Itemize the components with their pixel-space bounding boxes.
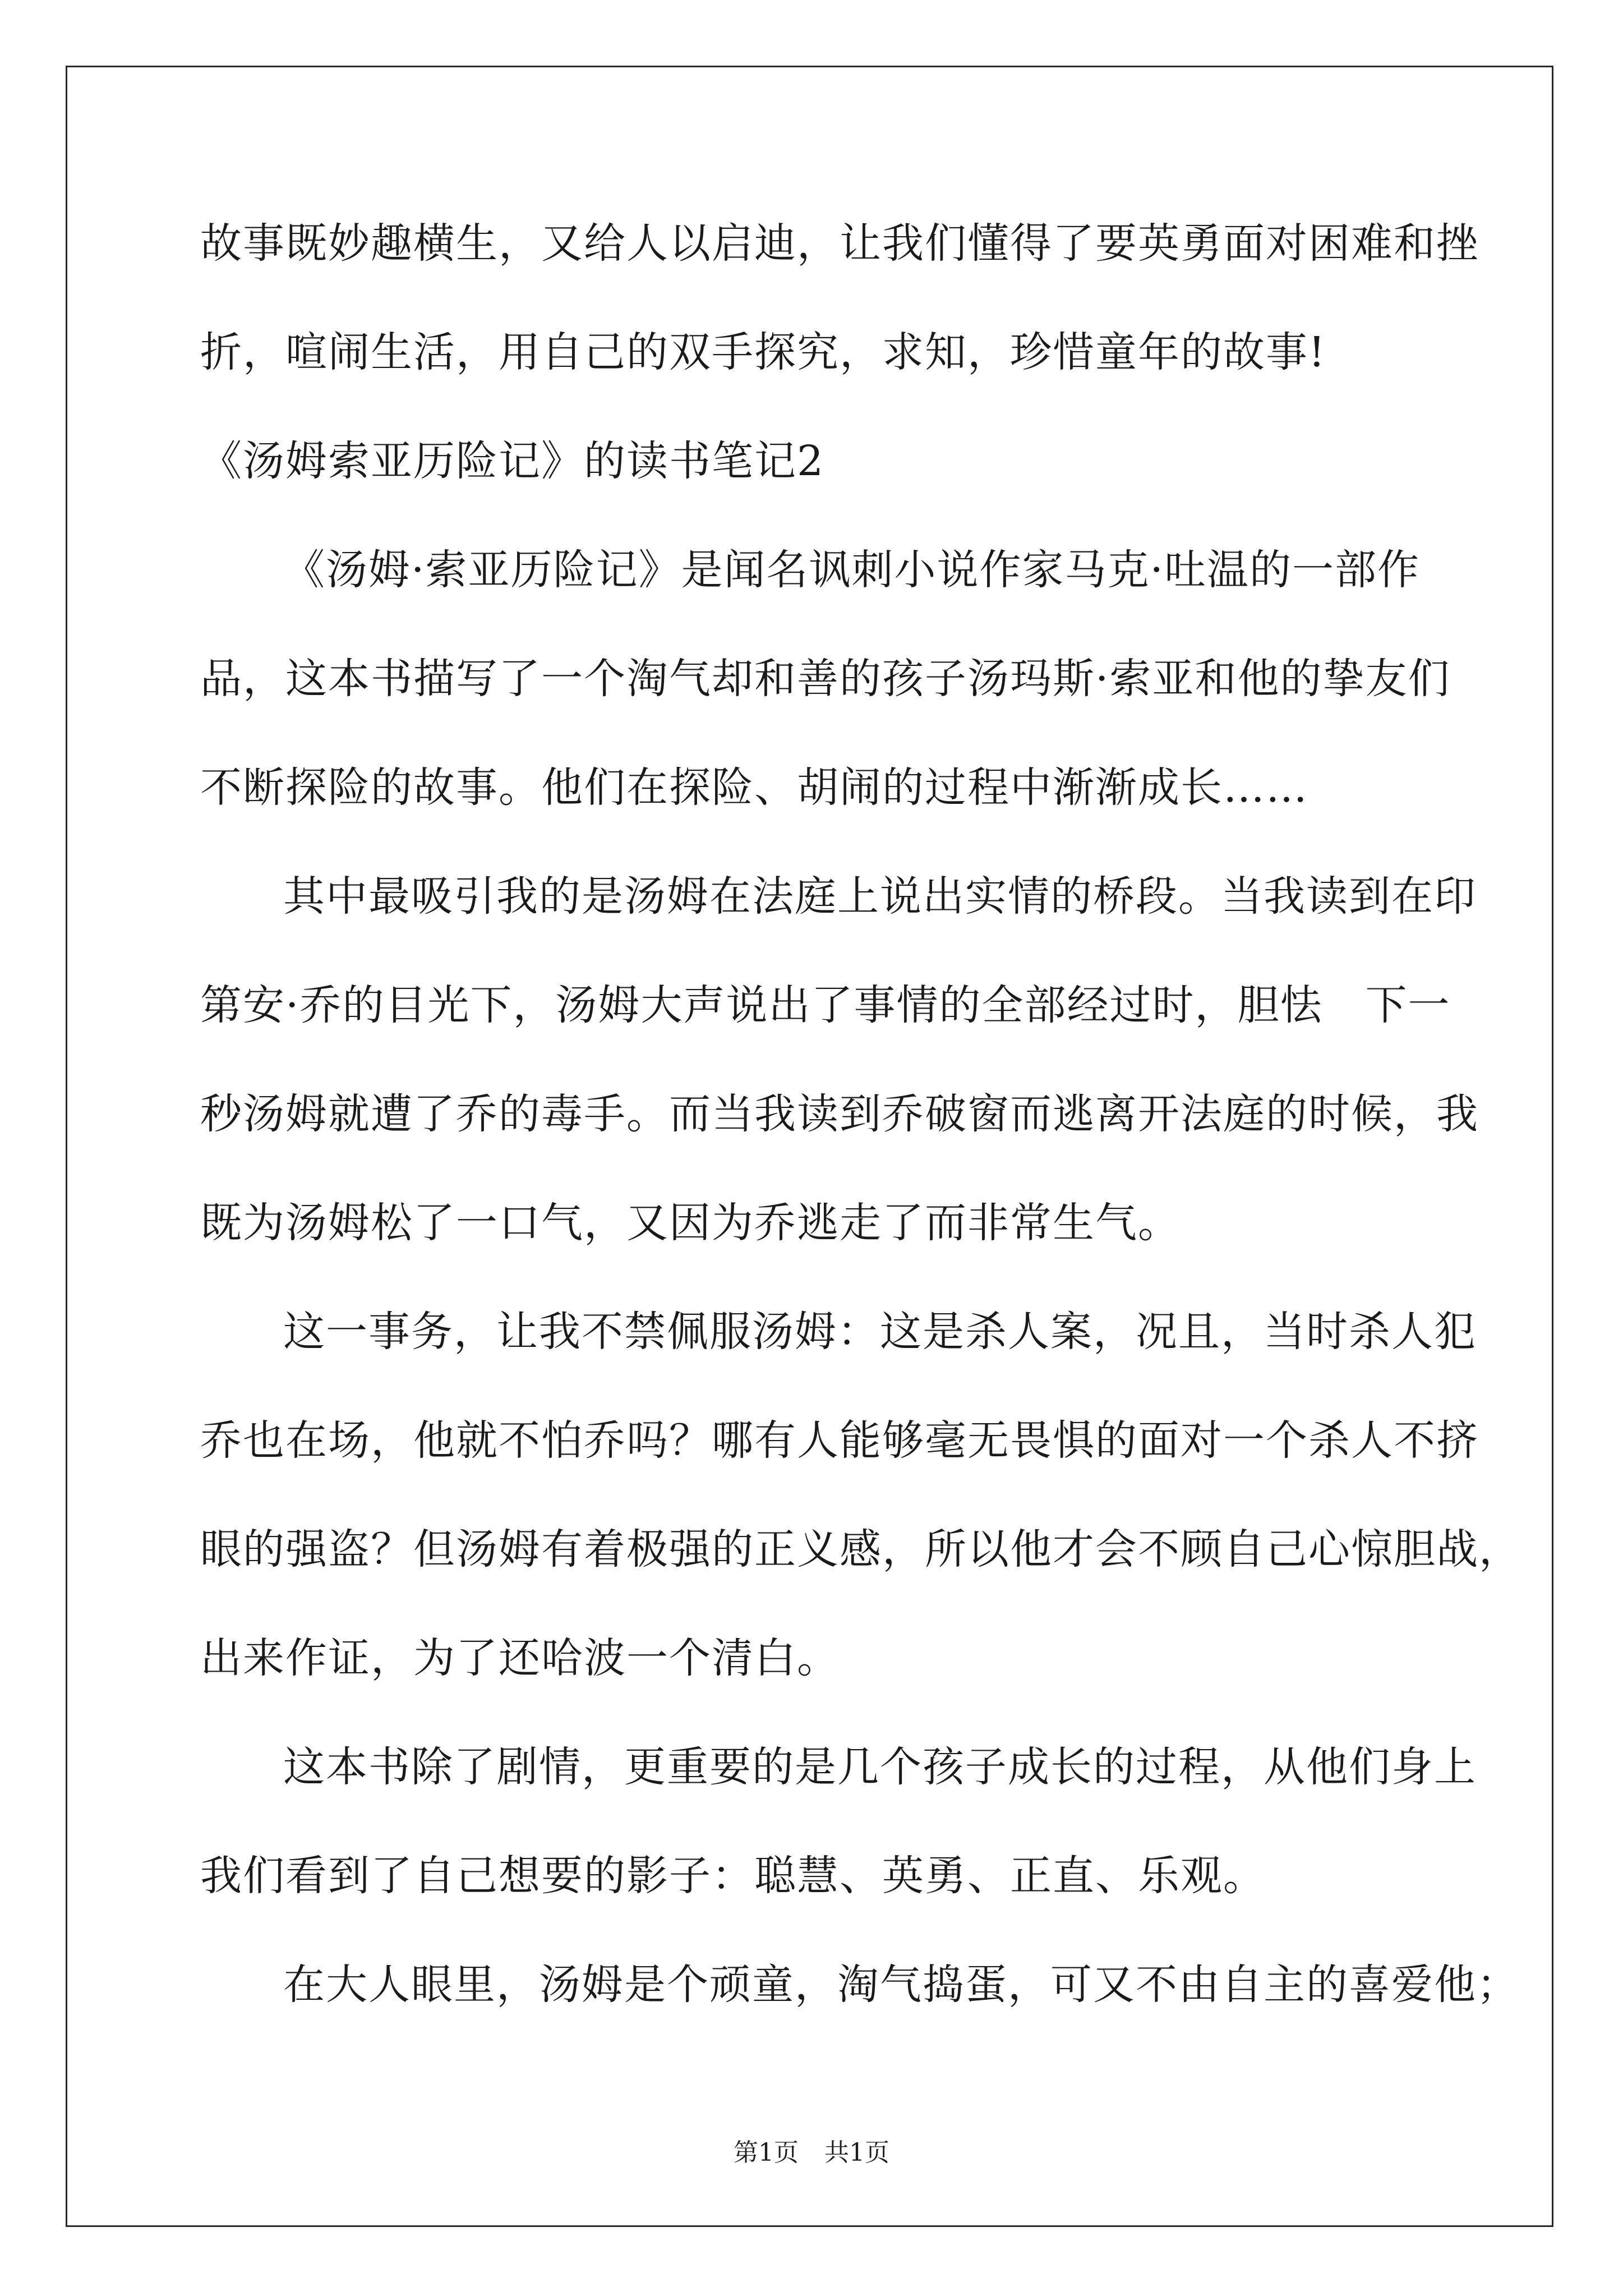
text-line: 出来作证，为了还哈波一个清白。 [200, 1634, 840, 1682]
page-total: 共1页 [824, 2138, 889, 2167]
text-line: 我们看到了自己想要的影子：聪慧、英勇、正直、乐观。 [200, 1852, 1266, 1900]
text-line: 秒汤姆就遭了乔的毒手。而当我读到乔破窗而逃离开法庭的时候，我 [200, 1090, 1479, 1138]
text-line: 不断探险的故事。他们在探险、胡闹的过程中渐渐成长…… [200, 763, 1308, 812]
page-number: 第1页 [734, 2138, 799, 2167]
text-line: 第安·乔的目光下，汤姆大声说出了事情的全部经过时，胆怯 下一 [200, 981, 1451, 1029]
text-line: 眼的强盗？但汤姆有着极强的正义感，所以他才会不顾自己心惊胆战， [200, 1525, 1521, 1573]
text-line: 既为汤姆松了一口气，又因为乔逃走了而非常生气。 [200, 1199, 1181, 1247]
section-title: 《汤姆索亚历险记》的读书笔记2 [200, 437, 825, 485]
document-body [200, 210, 1521, 2060]
text-line: 其中最吸引我的是汤姆在法庭上说出实情的桥段。当我读到在印 [283, 872, 1477, 921]
text-line: 《汤姆·索亚历险记》是闻名讽刺小说作家马克·吐温的一部作 [283, 546, 1421, 594]
text-line: 这一事务，让我不禁佩服汤姆：这是杀人案，况且，当时杀人犯 [283, 1308, 1477, 1356]
text-line: 这本书除了剧情，更重要的是几个孩子成长的过程，从他们身上 [283, 1743, 1477, 1791]
text-line: 品，这本书描写了一个淘气却和善的孩子汤玛斯·索亚和他的挚友们 [200, 655, 1451, 703]
text-line: 折，喧闹生活，用自己的双手探究，求知，珍惜童年的故事! [200, 328, 1326, 376]
text-line: 在大人眼里，汤姆是个顽童，淘气捣蛋，可又不由自主的喜爱他； [283, 1961, 1519, 2009]
page-footer [0, 2136, 1623, 2170]
text-line: 故事既妙趣横生，又给人以启迪，让我们懂得了要英勇面对困难和挫 [200, 219, 1479, 268]
text-line: 乔也在场，他就不怕乔吗？哪有人能够毫无畏惧的面对一个杀人不挤 [200, 1416, 1479, 1465]
